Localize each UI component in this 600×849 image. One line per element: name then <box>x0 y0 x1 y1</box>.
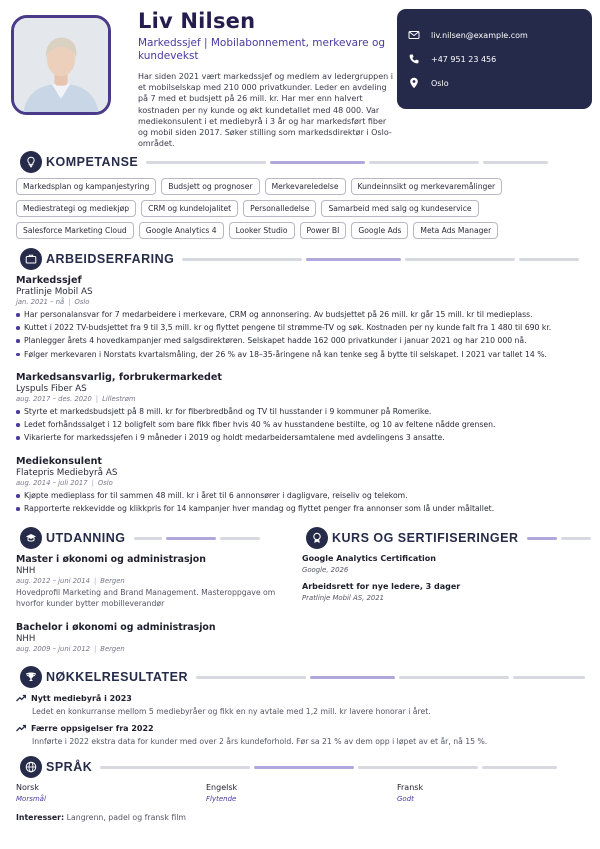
job-bullet: Ledet forhåndssalget i 12 boligfelt som bare fikk fiber hvis 40 % av husstandene bestilte, og 10 av feltene nådde grensen. <box>16 418 586 431</box>
contact-email-row[interactable] <box>407 23 582 47</box>
profile-summary: Har siden 2021 vært markedssjef og medlem av ledergruppen i et mobilselskap med 210 000 privatkunder. Leder en avdeling på 7 med et budsjett på 26 mill. kr. Har mer enn halvert kostnaden per ny kunde og økt kundetallet med 48 000. Var mediekonsulent i et mediebyrå i 3 år og har markedsført fiber og mobil siden 2017. Søker stilling som markedsdirektør i Oslo-området. <box>138 72 393 149</box>
degree-title: Bachelor i økonomi og administrasjon <box>16 622 216 633</box>
job-place: Oslo <box>97 479 113 487</box>
person-name: Liv Nilsen <box>138 9 256 33</box>
result-title-row <box>16 693 586 703</box>
job-meta: aug. 2014 – juli 2017 | Oslo <box>16 479 113 487</box>
job-company: Pratlinje Mobil AS <box>16 287 93 297</box>
skill-chip: Meta Ads Manager <box>413 222 498 239</box>
school-name: NHH <box>16 634 36 644</box>
education-dates: aug. 2012 – juni 2014 <box>16 577 90 585</box>
language-level: Godt <box>397 795 414 803</box>
phone-icon <box>407 52 421 66</box>
job-bullets <box>16 405 586 445</box>
job-place: Oslo <box>74 298 90 306</box>
section-divider <box>134 537 289 540</box>
result-description: Ledet en konkurranse mellom 5 mediebyråer og fikk en ny avtale med 1,2 mill. kr lavere honorar i året. <box>32 707 431 716</box>
trend-up-icon <box>16 723 26 733</box>
job-company: Lyspuls Fiber AS <box>16 384 87 394</box>
job-bullet: Styrte et markedsbudsjett på 8 mill. kr for fiberbredbånd og TV til husstander i 9 kommuner på Romerike. <box>16 405 586 418</box>
section-title: UTDANNING <box>46 531 126 545</box>
course-meta: Google, 2026 <box>302 566 349 574</box>
result-title-row <box>16 723 586 733</box>
contact-location: Oslo <box>431 78 449 88</box>
language-entry <box>397 783 423 803</box>
language-name: Fransk <box>397 783 424 792</box>
experience-section-header <box>20 248 586 270</box>
job-dates: aug. 2017 – des. 2020 <box>16 395 92 403</box>
education-place: Bergen <box>100 645 125 653</box>
skills-list <box>16 178 526 244</box>
job-entry <box>16 275 586 361</box>
skill-chip: Google Analytics 4 <box>139 222 224 239</box>
contact-email[interactable]: liv.nilsen@example.com <box>431 30 528 40</box>
contact-phone[interactable]: +47 951 23 456 <box>431 54 497 64</box>
contact-phone-row[interactable] <box>407 47 582 71</box>
result-title: Nytt mediebyrå i 2023 <box>31 693 132 703</box>
skills-section-header <box>20 151 586 173</box>
skill-chip: Google Ads <box>351 222 408 239</box>
skill-chip: Markedsplan og kampanjestyring <box>16 178 156 195</box>
course-title: Arbeidsrett for nye ledere, 3 dager <box>302 582 461 591</box>
section-divider <box>146 161 586 164</box>
skill-chip: Samarbeid med salg og kundeservice <box>321 200 478 217</box>
education-place: Bergen <box>100 577 125 585</box>
language-entry <box>16 783 46 803</box>
job-title: Markedssjef <box>16 275 82 286</box>
languages-section-header <box>20 756 586 778</box>
interests-line <box>16 813 186 822</box>
job-dates: aug. 2014 – juli 2017 <box>16 479 88 487</box>
result-title: Færre oppsigelser fra 2022 <box>31 723 154 733</box>
education-description: Hovedprofil Marketing and Brand Management. Masteroppgave om hvorfor kunder bytter mobilleverandør <box>16 588 276 609</box>
section-title: SPRÅK <box>46 760 93 774</box>
language-level: Flytende <box>206 795 237 803</box>
section-divider <box>196 676 586 679</box>
trend-up-icon <box>16 693 26 703</box>
language-level: Morsmål <box>16 795 46 803</box>
skill-chip: Mediestrategi og mediekjøp <box>16 200 136 217</box>
section-title: ARBEIDSERFARING <box>46 252 175 266</box>
mail-icon <box>407 28 421 42</box>
course-meta: Pratlinje Mobil AS, 2021 <box>302 594 385 602</box>
lightbulb-icon <box>20 151 42 173</box>
profile-photo <box>11 15 111 115</box>
skill-chip: Salesforce Marketing Cloud <box>16 222 134 239</box>
section-title: KOMPETANSE <box>46 155 139 169</box>
education-meta: aug. 2009 – juni 2012 | Bergen <box>16 645 125 653</box>
skills-row <box>16 178 526 195</box>
job-bullets <box>16 308 586 361</box>
skills-row <box>16 200 526 217</box>
language-entry <box>206 783 237 803</box>
job-entry <box>16 372 586 445</box>
section-title: KURS OG SERTIFISERINGER <box>332 531 519 545</box>
courses-section-header <box>306 527 592 549</box>
job-dates: jan. 2021 – nå <box>16 298 65 306</box>
degree-title: Master i økonomi og administrasjon <box>16 554 206 565</box>
globe-icon <box>20 756 42 778</box>
job-place: Lillestrøm <box>102 395 136 403</box>
course-entry <box>302 554 592 574</box>
education-entry <box>16 622 286 653</box>
job-bullet: Rapporterte rekkevidde og klikkpris for 14 kampanjer hver mandag og flyttet penger fra annonser som lå under måltallet. <box>16 502 586 515</box>
education-meta: aug. 2012 – juni 2014 | Bergen <box>16 577 125 585</box>
course-entry <box>302 582 592 602</box>
interests-label: Interesser: <box>16 813 65 822</box>
skill-chip: Personalledelse <box>243 200 316 217</box>
job-bullet: Kuttet i 2022 TV-budsjettet fra 9 til 3,5 mill. kr og flyttet pengene til strømme-TV og søk. Kostnaden per ny kunde falt fra 1 480 til 690 kr. <box>16 321 586 334</box>
education-section-header <box>20 527 288 549</box>
job-meta: jan. 2021 – nå | Oslo <box>16 298 90 306</box>
job-entry <box>16 456 586 515</box>
location-pin-icon <box>407 76 421 90</box>
job-bullet: Planlegger årets 4 hovedkampanjer med salgsdirektøren. Selskapet hadde 162 000 privatkunder i januar 2021 og har 210 000 nå. <box>16 334 586 347</box>
results-section-header <box>20 666 586 688</box>
section-title: NØKKELRESULTATER <box>46 670 189 684</box>
job-company: Flatepris Mediebyrå AS <box>16 468 118 478</box>
contact-panel <box>397 9 592 109</box>
education-entry <box>16 554 286 609</box>
trophy-icon <box>20 666 42 688</box>
section-divider <box>527 537 592 540</box>
job-bullet: Vikarierte for markedssjefen i 9 måneder i 2019 og holdt medarbeidersamtalene med avdelingens 3 ansatte. <box>16 431 586 444</box>
education-dates: aug. 2009 – juni 2012 <box>16 645 90 653</box>
skill-chip: Kundeinnsikt og merkevaremålinger <box>351 178 503 195</box>
skill-chip: Looker Studio <box>229 222 295 239</box>
briefcase-icon <box>20 248 42 270</box>
job-bullet: Følger merkevaren i Norstats kvartalsmåling, der 26 % av 18–35-åringene nå kan tenke seg å bytte til selskapet. I 2021 var tallet 14 %. <box>16 348 586 361</box>
award-ribbon-icon <box>306 527 328 549</box>
language-name: Engelsk <box>206 783 238 792</box>
skill-chip: CRM og kundelojalitet <box>141 200 238 217</box>
job-bullet: Kjøpte medieplass for til sammen 48 mill. kr i året til 6 annonsører i dagligvare, reiseliv og telekom. <box>16 489 586 502</box>
section-divider <box>100 766 586 769</box>
skill-chip: Merkevareledelse <box>265 178 346 195</box>
course-title: Google Analytics Certification <box>302 554 436 563</box>
result-entry <box>16 693 586 716</box>
language-name: Norsk <box>16 783 39 792</box>
job-title: Markedsansvarlig, forbrukermarkedet <box>16 372 222 383</box>
job-meta: aug. 2017 – des. 2020 | Lillestrøm <box>16 395 136 403</box>
result-entry <box>16 723 586 746</box>
skill-chip: Budsjett og prognoser <box>161 178 259 195</box>
result-description: Innførte i 2022 ekstra data for kunder med over 2 års kundeforhold. Før sa 21 % av dem opp i løpet av et år, nå 15 %. <box>32 737 488 746</box>
portrait-image <box>14 18 108 112</box>
headline: Markedssjef | Mobilabonnement, merkevare og kundevekst <box>138 37 386 62</box>
skills-row <box>16 222 526 239</box>
graduation-cap-icon <box>20 527 42 549</box>
skill-chip: Power BI <box>300 222 347 239</box>
interests-value: Langrenn, padel og fransk film <box>66 813 187 822</box>
school-name: NHH <box>16 566 36 576</box>
section-divider <box>182 258 586 261</box>
job-bullet: Har personalansvar for 7 medarbeidere i merkevare, CRM og annonsering. Av budsjettet på 26 mill. kr går 15 mill. kr til medieplass. <box>16 308 586 321</box>
job-bullets <box>16 489 586 515</box>
job-title: Mediekonsulent <box>16 456 103 467</box>
contact-location-row <box>407 71 582 95</box>
